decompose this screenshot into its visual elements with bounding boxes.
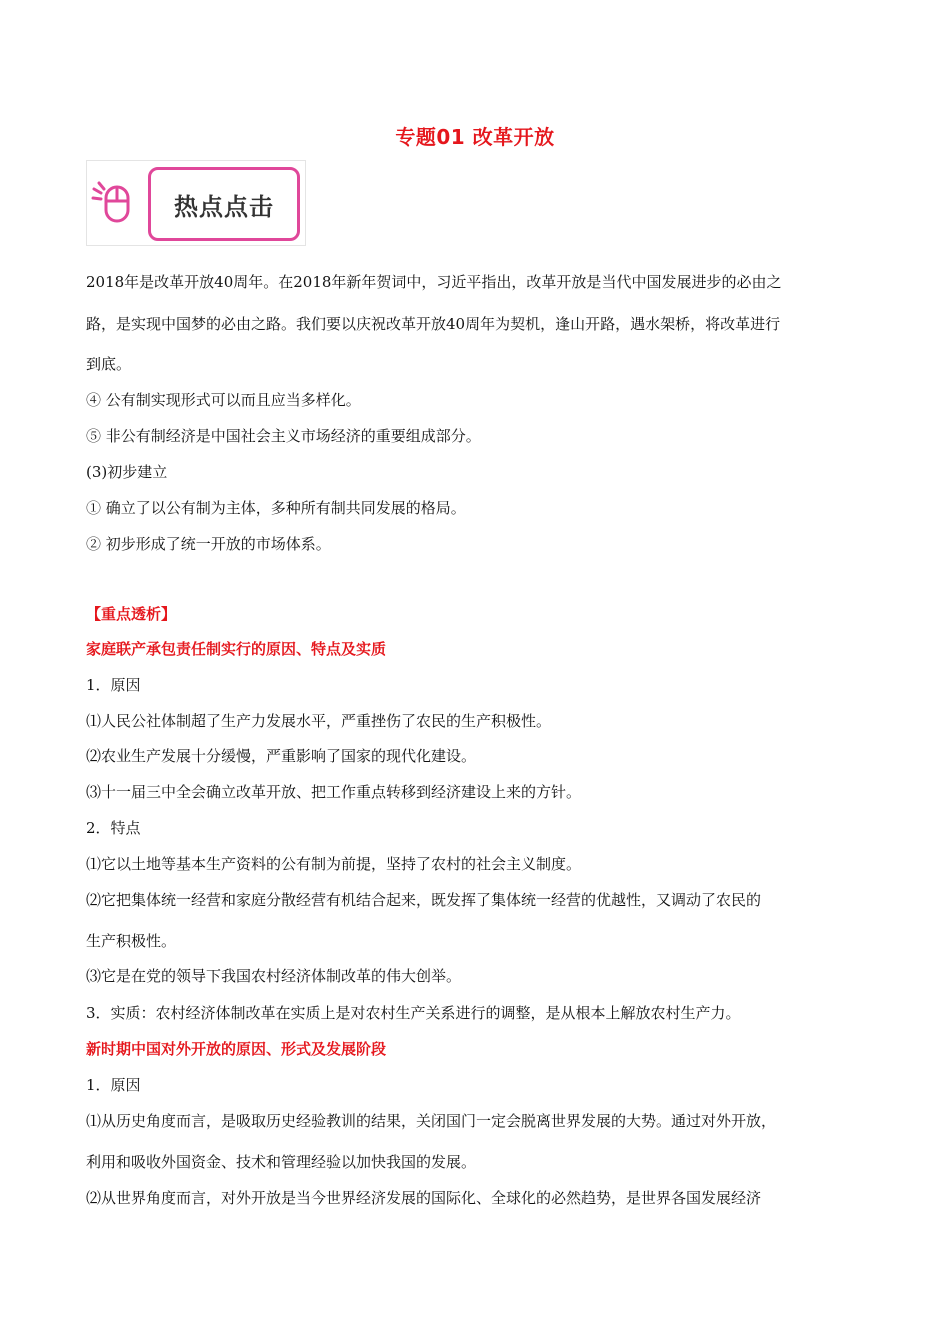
topic-line: 1．原因 <box>86 676 141 694</box>
topic-line: ⑵它把集体统一经营和家庭分散经营有机结合起来，既发挥了集体统一经营的优越性，又调动了农民的 <box>86 891 762 909</box>
topic-line: ⑵农业生产发展十分缓慢，严重影响了国家的现代化建设。 <box>86 747 477 765</box>
topic-line: 2．特点 <box>86 819 141 837</box>
hot-topic-banner <box>86 160 306 246</box>
hot-topic-frame <box>148 167 300 241</box>
intro-line: 到底。 <box>86 355 132 373</box>
intro-line: 路，是实现中国梦的必由之路。我们要以庆祝改革开放40周年为契机，逢山开路，遇水架桥，将改革进行 <box>86 315 781 333</box>
topic-line: 生产积极性。 <box>86 932 177 950</box>
topic-line: ⑴从历史角度而言，是吸取历史经验教训的结果，关闭国门一定会脱离世界发展的大势。通过对外开放， <box>86 1112 777 1130</box>
point-line: ⑤ 非公有制经济是中国社会主义市场经济的重要组成部分。 <box>86 427 481 445</box>
topic-line: ⑴人民公社体制超了生产力发展水平，严重挫伤了农民的生产积极性。 <box>86 712 552 730</box>
topic-line: ⑶它是在党的领导下我国农村经济体制改革的伟大创举。 <box>86 967 462 985</box>
point-line: ② 初步形成了统一开放的市场体系。 <box>86 535 331 553</box>
topic-line: 1．原因 <box>86 1076 141 1094</box>
point-line: ① 确立了以公有制为主体，多种所有制共同发展的格局。 <box>86 499 466 517</box>
point-line: ④ 公有制实现形式可以而且应当多样化。 <box>86 391 361 409</box>
topic-line: ⑴它以土地等基本生产资料的公有制为前提，坚持了农村的社会主义制度。 <box>86 855 582 873</box>
topic-line: ⑶十一届三中全会确立改革开放、把工作重点转移到经济建设上来的方针。 <box>86 783 582 801</box>
point-line: (3)初步建立 <box>86 463 168 481</box>
intro-line: 2018年是改革开放40周年。在2018年新年贺词中，习近平指出，改革开放是当代中国发展进步的必由之 <box>86 273 782 291</box>
topic-heading: 家庭联产承包责任制实行的原因、特点及实质 <box>86 640 387 658</box>
mouse-icon <box>91 179 135 229</box>
section-label: 【重点透析】 <box>86 605 177 623</box>
document-title: 专题01 改革开放 <box>395 125 555 149</box>
topic-line: 利用和吸收外国资金、技术和管理经验以加快我国的发展。 <box>86 1153 477 1171</box>
hot-topic-label: 热点点击 <box>174 192 274 221</box>
topic-line: 3．实质：农村经济体制改革在实质上是对农村生产关系进行的调整，是从根本上解放农村生产力。 <box>86 1004 741 1022</box>
topic-line: ⑵从世界角度而言，对外开放是当今世界经济发展的国际化、全球化的必然趋势，是世界各国发展经济 <box>86 1189 762 1207</box>
topic-heading: 新时期中国对外开放的原因、形式及发展阶段 <box>86 1040 387 1058</box>
